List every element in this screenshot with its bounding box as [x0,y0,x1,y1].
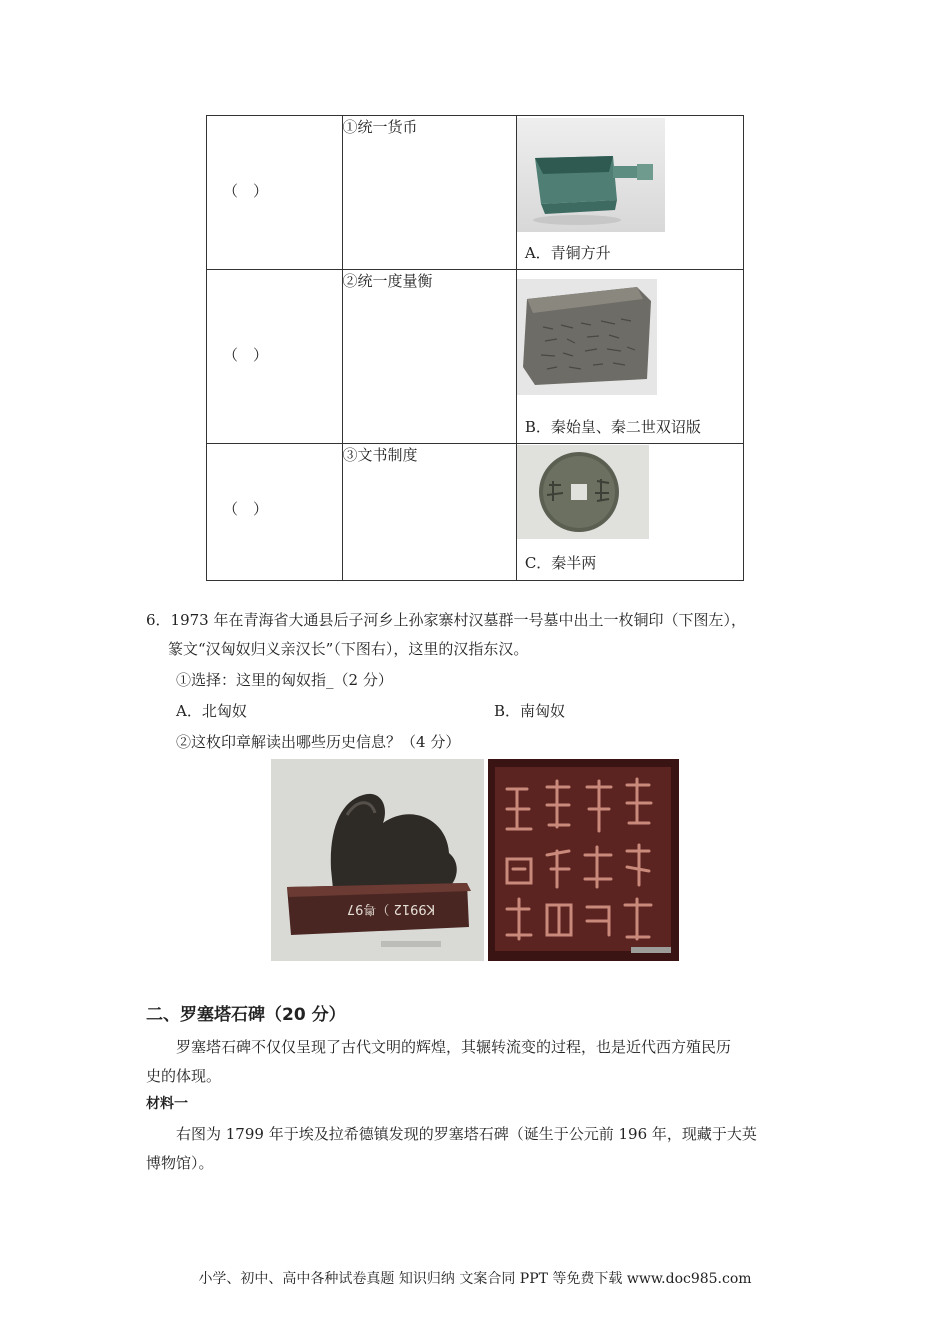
option-b-south-xiongnu[interactable]: B．南匈奴 [494,702,566,720]
answer-blank-text: （ ） [223,346,269,364]
material-1-line-2: 博物馆）。 [146,1154,214,1172]
item-1-cell [342,116,516,270]
option-a-north-xiongnu[interactable]: A．北匈奴 [176,702,247,720]
option-b-cell [516,270,743,444]
seal-side-inscription: K9912 ）粤97 [346,901,436,916]
edict-plate-image [517,279,657,395]
answer-blank-2[interactable] [207,270,343,444]
seal-camel-knob-image [271,759,484,961]
question-6-sub-1: ①选择：这里的匈奴指_（2 分） [176,671,393,689]
item-2-cell [342,270,516,444]
item-3-text: ③文书制度 [342,446,418,464]
section-2-intro-line-2: 史的体现。 [146,1067,222,1085]
page-footer: 小学、初中、高中各种试卷真题 知识归纳 文案合同 PPT 等免费下载 www.doc985.com [198,1271,752,1287]
option-a-cell [516,116,743,270]
option-a-caption: A．青铜方升 [524,244,611,262]
answer-blank-1[interactable] [207,116,343,270]
seal-face-image [488,759,679,961]
option-b-caption: B．秦始皇、秦二世双诏版 [524,418,701,436]
answer-blank-3[interactable] [207,444,343,581]
bronze-measure-image [517,118,665,232]
answer-blank-text: （ ） [223,182,269,200]
material-1-line-1: 右图为 1799 年于埃及拉希德镇发现的罗塞塔石碑（诞生于公元前 196 年，现藏于大英 [176,1125,757,1143]
bronze-seal-images [271,759,679,961]
item-2-text: ②统一度量衡 [342,272,433,290]
item-3-cell [342,444,516,581]
option-c-caption: C．秦半两 [524,554,597,572]
question-6-line-2: 篆文“汉匈奴归义亲汉长”（下图右），这里的汉指东汉。 [168,640,529,658]
question-6-line-1: 6．1973 年在青海省大通县后子河乡上孙家寨村汉墓群一号墓中出土一枚铜印（下图左）， [146,611,746,629]
section-2-intro-line-1: 罗塞塔石碑不仅仅呈现了古代文明的辉煌，其辗转流变的过程，也是近代西方殖民历 [176,1038,732,1056]
material-1-label: 材料一 [146,1096,188,1112]
qin-coin-image [517,445,649,539]
question-6-sub-2: ②这枚印章解读出哪些历史信息？（4 分） [176,733,461,751]
section-2-title: 二、罗塞塔石碑（20 分） [146,1005,346,1025]
answer-blank-text: （ ） [223,500,269,518]
option-c-cell [516,444,743,581]
matching-table [206,115,744,581]
item-1-text: ①统一货币 [342,118,418,136]
